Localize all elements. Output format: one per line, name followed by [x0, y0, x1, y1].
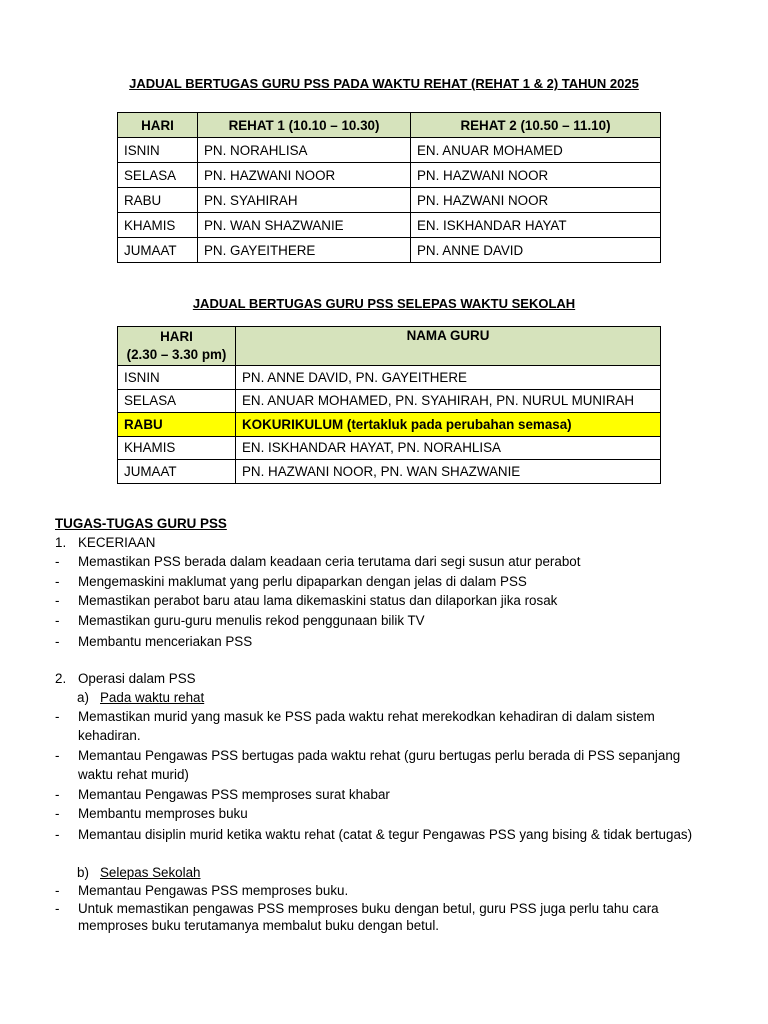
- list-item-text: Memantau Pengawas PSS memproses buku.: [78, 883, 349, 898]
- bullet-dash: -: [55, 827, 60, 842]
- list-item-text: memproses buku terutamanya membalut buku dengan betul.: [78, 918, 440, 933]
- day-cell: KHAMIS: [118, 213, 198, 238]
- after-school-duty-table: [117, 326, 661, 484]
- bullet-dash: -: [55, 634, 60, 649]
- day-cell: JUMAAT: [118, 460, 236, 484]
- header-time-label: (2.30 – 3.30 pm): [126, 347, 227, 362]
- subsection-title: Pada waktu rehat: [100, 690, 205, 705]
- table-row: [118, 238, 661, 263]
- day-cell: SELASA: [118, 163, 198, 188]
- bullet-dash: -: [55, 613, 60, 628]
- day-cell: JUMAAT: [118, 238, 198, 263]
- teacher-cell: EN. ANUAR MOHAMED, PN. SYAHIRAH, PN. NURUL MUNIRAH: [236, 389, 661, 413]
- header-hari-label: HARI: [160, 329, 193, 344]
- teacher-cell: KOKURIKULUM (tertakluk pada perubahan semasa): [236, 413, 661, 437]
- table-row: [118, 389, 661, 413]
- day-cell: SELASA: [118, 389, 236, 413]
- list-item-text: Memantau disiplin murid ketika waktu rehat (catat & tegur Pengawas PSS yang bising & tidak bertugas): [78, 827, 693, 842]
- table1-title: JADUAL BERTUGAS GURU PSS PADA WAKTU REHAT (REHAT 1 & 2) TAHUN 2025: [129, 76, 639, 91]
- day-cell: ISNIN: [118, 366, 236, 390]
- list-item-text: Memastikan murid yang masuk ke PSS pada waktu rehat merekodkan kehadiran di dalam sistem: [78, 709, 655, 724]
- bullet-dash: -: [55, 554, 60, 569]
- table-row: [118, 163, 661, 188]
- rehat2-cell: EN. ISKHANDAR HAYAT: [411, 213, 661, 238]
- table-row: [118, 460, 661, 484]
- header-hari: [118, 327, 236, 366]
- section-title: Operasi dalam PSS: [78, 671, 196, 686]
- list-item-text: Untuk memastikan pengawas PSS memproses buku dengan betul, guru PSS juga perlu tahu cara: [78, 901, 659, 916]
- bullet-dash: -: [55, 593, 60, 608]
- bullet-dash: -: [55, 574, 60, 589]
- rehat2-cell: EN. ANUAR MOHAMED: [411, 138, 661, 163]
- subsection-mark: a): [77, 690, 89, 705]
- rehat1-cell: PN. NORAHLISA: [198, 138, 411, 163]
- table-row: [118, 188, 661, 213]
- rehat2-cell: PN. ANNE DAVID: [411, 238, 661, 263]
- list-item-text: Memastikan guru-guru menulis rekod penggunaan bilik TV: [78, 613, 425, 628]
- rehat1-cell: PN. HAZWANI NOOR: [198, 163, 411, 188]
- header-rehat-1: REHAT 1 (10.10 – 10.30): [198, 113, 411, 138]
- day-cell: KHAMIS: [118, 436, 236, 460]
- bullet-dash: -: [55, 883, 60, 898]
- day-cell: ISNIN: [118, 138, 198, 163]
- list-item-text: kehadiran.: [78, 728, 141, 743]
- highlighted-row: [118, 413, 661, 437]
- table-row: [118, 213, 661, 238]
- table-row: [118, 138, 661, 163]
- list-item-text: Memastikan perabot baru atau lama dikemaskini status dan dilaporkan jika rosak: [78, 593, 558, 608]
- list-item-text: Membantu menceriakan PSS: [78, 634, 253, 649]
- day-cell: RABU: [118, 413, 236, 437]
- bullet-dash: -: [55, 901, 60, 916]
- list-item-text: Mengemaskini maklumat yang perlu dipaparkan dengan jelas di dalam PSS: [78, 574, 527, 589]
- table2-title: JADUAL BERTUGAS GURU PSS SELEPAS WAKTU SEKOLAH: [192, 296, 576, 311]
- list-item-text: Memantau Pengawas PSS bertugas pada waktu rehat (guru bertugas perlu berada di PSS sepanjang: [78, 748, 681, 763]
- section-number: 1.: [55, 535, 67, 550]
- header-rehat-2: REHAT 2 (10.50 – 11.10): [411, 113, 661, 138]
- bullet-dash: -: [55, 806, 60, 821]
- duties-heading: TUGAS-TUGAS GURU PSS: [55, 516, 227, 531]
- subsection-mark: b): [77, 865, 89, 880]
- rehat1-cell: PN. GAYEITHERE: [198, 238, 411, 263]
- section-title: KECERIAAN: [78, 535, 156, 550]
- table-row: [118, 366, 661, 390]
- rehat-duty-table: [117, 112, 661, 263]
- rehat1-cell: PN. WAN SHAZWANIE: [198, 213, 411, 238]
- rehat2-cell: PN. HAZWANI NOOR: [411, 188, 661, 213]
- teacher-cell: PN. HAZWANI NOOR, PN. WAN SHAZWANIE: [236, 460, 661, 484]
- header-hari: HARI: [118, 113, 198, 138]
- list-item-text: Memastikan PSS berada dalam keadaan ceria terutama dari segi susun atur perabot: [78, 554, 581, 569]
- teacher-cell: PN. ANNE DAVID, PN. GAYEITHERE: [236, 366, 661, 390]
- rehat2-cell: PN. HAZWANI NOOR: [411, 163, 661, 188]
- list-item-text: Membantu memproses buku: [78, 806, 248, 821]
- list-item-text: waktu rehat murid): [78, 767, 189, 782]
- table-row: [118, 436, 661, 460]
- header-nama-guru: NAMA GURU: [236, 327, 661, 366]
- teacher-cell: EN. ISKHANDAR HAYAT, PN. NORAHLISA: [236, 436, 661, 460]
- bullet-dash: -: [55, 709, 60, 724]
- bullet-dash: -: [55, 787, 60, 802]
- subsection-title: Selepas Sekolah: [100, 865, 201, 880]
- rehat1-cell: PN. SYAHIRAH: [198, 188, 411, 213]
- day-cell: RABU: [118, 188, 198, 213]
- bullet-dash: -: [55, 748, 60, 763]
- list-item-text: Memantau Pengawas PSS memproses surat khabar: [78, 787, 390, 802]
- section-number: 2.: [55, 671, 67, 686]
